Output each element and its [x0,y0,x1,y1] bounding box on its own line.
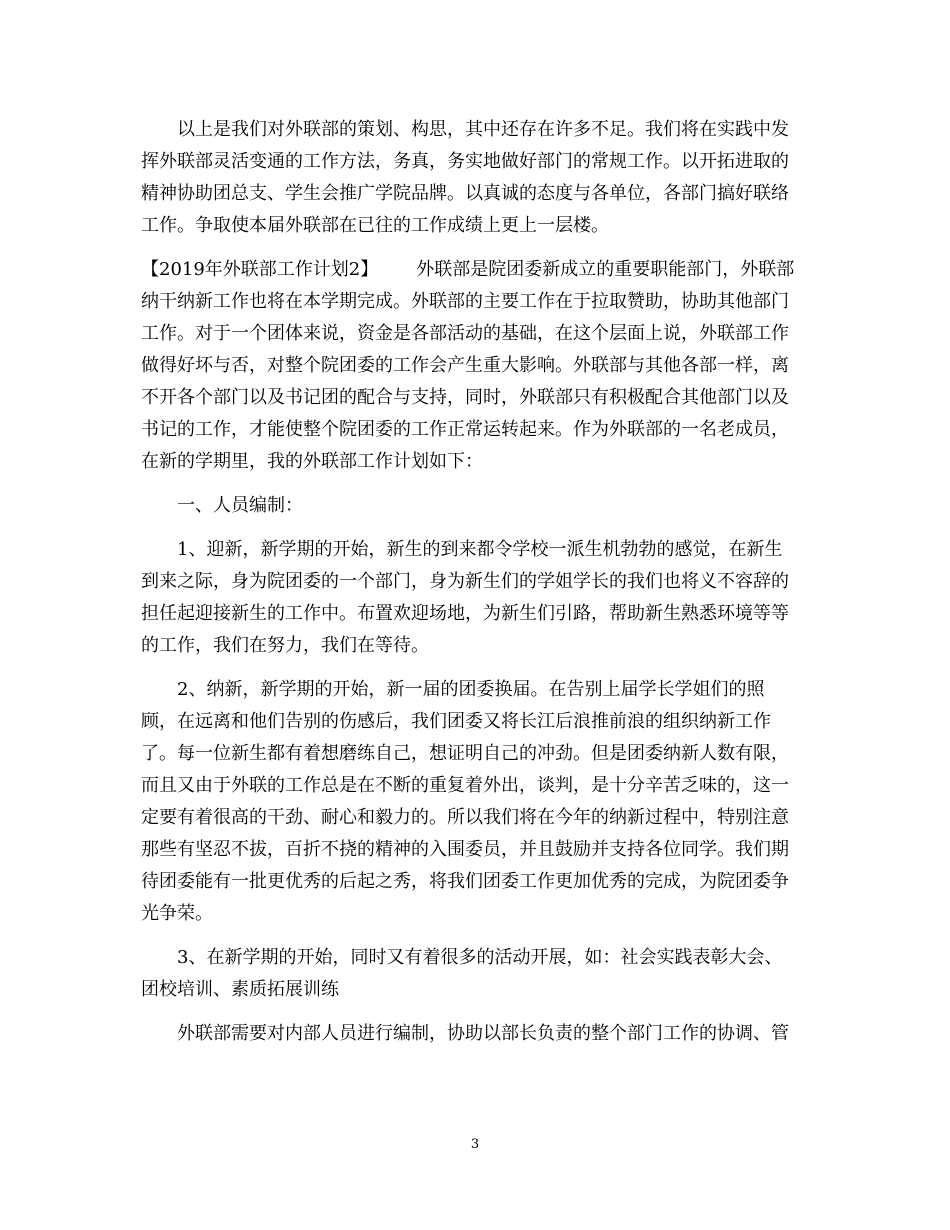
paragraph-welcome-new-students [141,534,816,662]
paragraph-internal-staffing [141,1018,816,1050]
document-body [141,114,816,1050]
paragraph-closing-remarks [141,114,816,242]
text-line: 书记的工作，才能使整个院团委的工作正常运转起来。作为外联部的一名老成员， [141,419,789,440]
text-line: 挥外联部灵活变通的工作方法，务真，务实地做好部门的常规工作。以开拓进取的 [141,151,789,172]
text-line: 纳干纳新工作也将在本学期完成。外联部的主要工作在于拉取赞助，协助其他部门 [141,291,789,312]
paragraph-activities [141,942,816,1006]
text-line: 工作。对于一个团体来说，资金是各部活动的基础，在这个层面上说，外联部工作 [141,323,789,344]
text-line: 【2019年外联部工作计划2】 外联部是院团委新成立的重要职能部门，外联部 [141,259,795,280]
text-line: 一、人员编制： [177,495,303,516]
subheading-staffing [141,490,816,522]
text-line: 做得好坏与否，对整个院团委的工作会产生重大影响。外联部与其他各部一样，离 [141,355,789,376]
text-line: 担任起迎接新生的工作中。布置欢迎场地，为新生们引路，帮助新生熟悉环境等等 [141,603,789,624]
text-line: 了。每一位新生都有着想磨练自己，想证明自己的冲劲。但是团委纳新人数有限， [141,743,789,764]
text-line: 到来之际，身为院团委的一个部门，身为新生们的学姐学长的我们也将义不容辞的 [141,571,789,592]
section-heading: 【2019年外联部工作计划2】 [141,259,379,280]
text-line: 3、在新学期的开始，同时又有着很多的活动开展，如：社会实践表彰大会、 [177,947,783,968]
text-line: 工作。争取使本届外联部在已往的工作成绩上更上一层楼。 [141,215,609,236]
text-line: 顾，在远离和他们告别的伤感后，我们团委又将长江后浪推前浪的组织纳新工作 [141,711,771,732]
page-number: 3 [470,1137,480,1152]
text-line: 定要有着很高的干劲、耐心和毅力的。所以我们将在今年的纳新过程中，特别注意 [141,807,789,828]
text-line: 光争荣。 [141,903,213,924]
text-line: 团校培训、素质拓展训练 [141,979,339,1000]
text-line: 2、纳新，新学期的开始，新一届的团委换届。在告别上届学长学姐们的照 [177,679,765,700]
text-line: 待团委能有一批更优秀的后起之秀，将我们团委工作更加优秀的完成，为院团委争 [141,871,789,892]
text-line: 1、迎新，新学期的开始，新生的到来都令学校一派生机勃勃的感觉，在新生 [177,539,783,560]
text-line: 而且又由于外联的工作总是在不断的重复着外出，谈判，是十分辛苦乏味的，这一 [141,775,789,796]
text-line: 外联部需要对内部人员进行编制，协助以部长负责的整个部门工作的协调、管 [177,1023,789,1044]
text-line: 在新的学期里，我的外联部工作计划如下： [141,451,483,472]
text-line: 不开各个部门以及书记团的配合与支持，同时，外联部只有积极配合其他部门以及 [141,387,789,408]
text-line: 的工作，我们在努力，我们在等待。 [141,635,429,656]
text-line: 以上是我们对外联部的策划、构思，其中还存在许多不足。我们将在实践中发 [177,119,789,140]
text-line: 精神协助团总支、学生会推广学院品牌。以真诚的态度与各单位，各部门搞好联络 [141,183,789,204]
text-line: 那些有坚忍不拔，百折不挠的精神的入围委员，并且鼓励并支持各位同学。我们期 [141,839,789,860]
paragraph-recruitment [141,674,816,930]
paragraph-work-plan-2 [141,254,816,478]
